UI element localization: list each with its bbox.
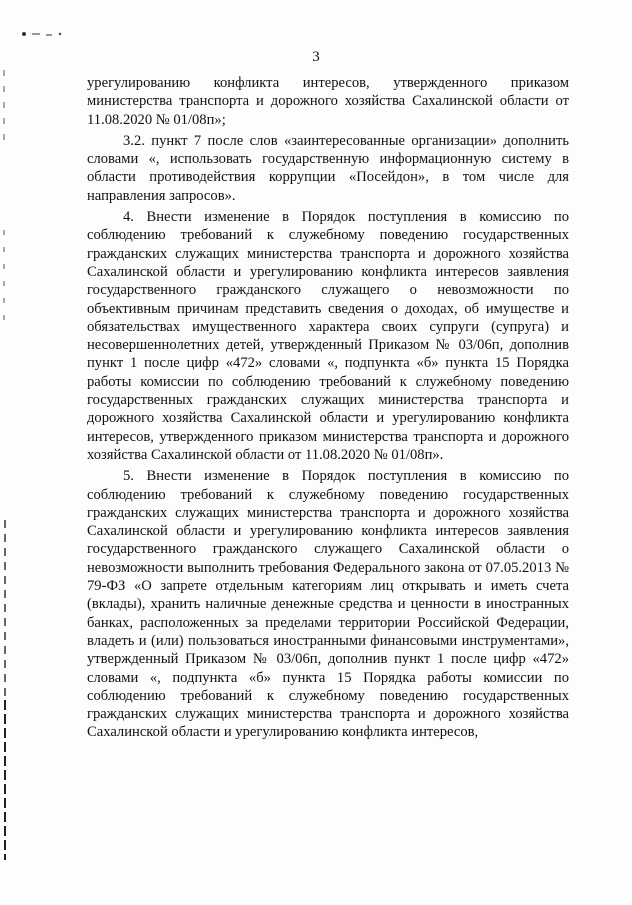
scan-edge-artifact (0, 0, 10, 905)
page-number: 3 (312, 49, 320, 65)
corner-scan-marks (20, 28, 80, 40)
paragraph-4: 4. Внести изменение в Порядок поступления в комиссию по соблюдению требований к служебному поведению государственных гражданских служащих министерства транспорта и дорожного хозяйства Сахалинской области и урегулированию конфликта интересов заявления государственного гражданского служащего о невозможности по объективным причинам представить сведения о доходах, об имуществе и обязательствах имущественного характера своих супруги (супруга) и несовершеннолетних детей, утвержденный Приказом № 03/06п, дополнив пункт 1 после цифр «472» словами «, подпункта «б» пункта 15 Порядка работы комиссии по соблюдению требований к служебному поведению государственных гражданских служащих министерства транспорта и дорожного хозяйства Сахалинской области и урегулированию конфликта интересов, утвержденного приказом министерства транспорта и дорожного хозяйства Сахалинской области от 11.08.2020 № 01/08п». (87, 209, 569, 463)
document-body (87, 74, 569, 745)
paragraph-5: 5. Внести изменение в Порядок поступления в комиссию по соблюдению требований к служебному поведению государственных гражданских служащих министерства транспорта и дорожного хозяйства Сахалинской области и урегулированию конфликта интересов заявления государственного гражданского служащего Сахалинской области о невозможности выполнить требования Федерального закона от 07.05.2013 № 79-ФЗ «О запрете отдельным категориям лиц открывать и иметь счета (вклады), хранить наличные денежные средства и ценности в иностранных банках, расположенных за пределами территории Российской Федерации, владеть и (или) пользоваться иностранными финансовыми инструментами», утвержденный Приказом № 03/06п, дополнив пункт 1 после цифр «472» словами «, подпункта «б» пункта 15 Порядка работы комиссии по соблюдению требований к служебному поведению государственных гражданских служащих министерства транспорта и дорожного хозяйства Сахалинской области и урегулированию конфликта интересов, (87, 468, 569, 741)
paragraph-continuation: урегулированию конфликта интересов, утвержденного приказом министерства транспорта и дорожного хозяйства Сахалинской области от 11.08.2020 № 01/08п»; (87, 75, 569, 128)
paragraph-3-2: 3.2. пункт 7 после слов «заинтересованные организации» дополнить словами «, использовать государственную информационную систему в области противодействия коррупции «Посейдон», в том числе для направления запросов». (87, 132, 569, 204)
